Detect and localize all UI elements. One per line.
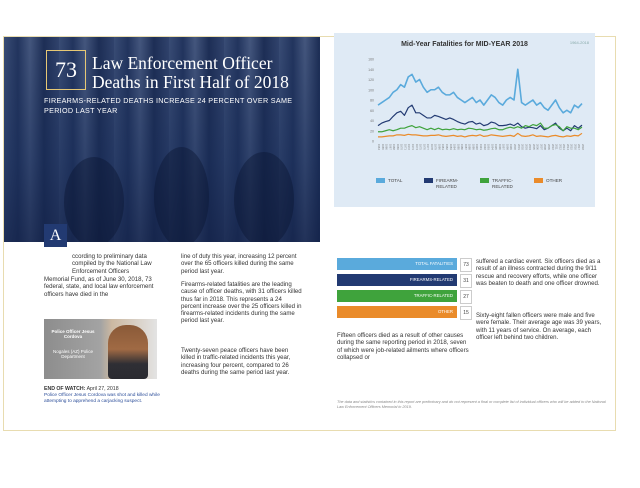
x-tick-label: 1972 xyxy=(407,144,411,150)
hero-figure xyxy=(64,157,124,242)
x-tick-label: 1967 xyxy=(388,144,392,150)
x-tick-label: 1979 xyxy=(433,144,437,150)
x-tick-label: 1970 xyxy=(399,144,403,150)
x-tick-label: 1969 xyxy=(395,144,399,150)
officer-agency: Nogales (AZ) Police Department xyxy=(52,349,93,359)
stat-value-firearms: 31 xyxy=(460,274,472,288)
x-tick-label: 2013 xyxy=(562,144,566,150)
series-line-total xyxy=(378,69,582,113)
x-tick-label: 1986 xyxy=(460,144,464,150)
stat-bar-firearms: FIREARMS-RELATED xyxy=(337,274,457,286)
legend-total: TOTAL xyxy=(376,178,402,184)
y-tick-label: 140 xyxy=(368,67,374,72)
stat-bar-other: OTHER xyxy=(337,306,457,318)
x-tick-label: 1981 xyxy=(441,144,445,150)
stat-value-traffic: 27 xyxy=(460,290,472,304)
chart-note: 1964-2018 xyxy=(569,40,589,45)
x-tick-label: 2011 xyxy=(554,144,558,150)
photo-caption: Police Officer Jesus Cordova was shot and killed while attempting to apprehend a carjacking suspect. xyxy=(44,393,160,404)
stat-value-other: 15 xyxy=(460,306,472,320)
column2-paragraph3: Twenty-seven peace officers have been killed in traffic-related incidents this year, increasing four percent, compared to 26 deaths during the same period last year. xyxy=(181,347,291,376)
x-tick-label: 2016 xyxy=(573,144,577,150)
x-tick-label: 2006 xyxy=(535,144,539,150)
x-tick-label: 1990 xyxy=(475,144,479,150)
end-of-watch: END OF WATCH: April 27, 2018 xyxy=(44,386,119,392)
y-tick-label: 160 xyxy=(368,57,374,62)
x-tick-label: 2010 xyxy=(550,144,554,150)
column4-paragraph2: Sixty-eight fallen officers were male and five were female. Their average age was 39 years, with 11 years of service. On average, each officer left behind two children. xyxy=(476,312,602,341)
x-tick-label: 1993 xyxy=(486,144,490,150)
x-tick-label: 2012 xyxy=(558,144,562,150)
chart-title: Mid-Year Fatalities for MID-YEAR 2018 xyxy=(401,41,528,48)
x-tick-label: 1978 xyxy=(429,144,433,150)
y-tick-label: 120 xyxy=(368,78,374,82)
y-tick-label: 100 xyxy=(368,88,374,93)
officer-name: Police Officer Jesus Cordova xyxy=(51,329,95,339)
x-tick-label: 2009 xyxy=(547,144,550,150)
officer-portrait xyxy=(108,325,148,379)
chart-panel xyxy=(334,33,595,207)
legend-firearm: FIREARM- RELATED xyxy=(424,178,469,190)
x-tick-label: 1987 xyxy=(463,144,467,150)
x-tick-label: 1992 xyxy=(482,144,486,150)
column2-paragraph2: Firearms-related fatalities are the leading cause of officer deaths, with 31 officers killed thus far in 2018. This represents a 24 percent increase over the 25 officers killed in firearms-related incidents during the same period last year. xyxy=(181,281,302,325)
x-tick-label: 2008 xyxy=(543,144,547,150)
officer-photo-card xyxy=(44,319,157,379)
y-tick-label: 80 xyxy=(370,98,374,103)
x-tick-label: 2017 xyxy=(577,144,581,150)
drop-cap: A xyxy=(44,224,67,247)
x-tick-label: 2003 xyxy=(524,144,528,150)
intro-paragraph: Memorial Fund, as of June 30, 2018, 73 federal, state, and local law enforcement officers have died in the xyxy=(44,276,154,298)
x-tick-label: 2007 xyxy=(539,144,543,150)
legend-other: OTHER xyxy=(534,178,562,184)
x-tick-label: 1964 xyxy=(377,144,380,150)
x-tick-label: 1977 xyxy=(426,144,430,150)
y-tick-label: 0 xyxy=(372,139,374,144)
x-tick-label: 2001 xyxy=(516,144,520,150)
column4-paragraph1: suffered a cardiac event. Six officers died as a result of an illness contracted during the 9/11 rescue and recovery efforts, while one officer was beaten to death and one officer drowned. xyxy=(476,258,601,287)
x-tick-label: 1965 xyxy=(380,144,384,150)
x-tick-label: 2018 xyxy=(581,144,584,150)
stat-bar-traffic: TRAFFIC-RELATED xyxy=(337,290,457,302)
y-tick-label: 20 xyxy=(370,129,374,134)
x-tick-label: 1974 xyxy=(414,144,418,150)
x-tick-label: 1997 xyxy=(501,144,505,150)
page-subtitle: FIREARMS-RELATED DEATHS INCREASE 24 PERCENT OVER SAME PERIOD LAST YEAR xyxy=(44,96,293,115)
x-tick-label: 1996 xyxy=(497,144,501,150)
x-tick-label: 1976 xyxy=(422,144,426,150)
hero-figure xyxy=(234,152,294,242)
x-tick-label: 1983 xyxy=(448,144,452,150)
x-tick-label: 1985 xyxy=(456,144,460,150)
x-tick-label: 2014 xyxy=(565,144,569,150)
headline-number: 73 xyxy=(46,50,86,90)
y-tick-label: 40 xyxy=(370,119,374,123)
x-tick-label: 1994 xyxy=(490,144,494,150)
x-tick-label: 1995 xyxy=(494,144,498,150)
x-tick-label: 1989 xyxy=(471,144,475,150)
series-line-traffic-related xyxy=(378,123,582,132)
x-tick-label: 1973 xyxy=(411,144,414,150)
legend-traffic: TRAFFIC- RELATED xyxy=(480,178,525,190)
x-tick-label: 1998 xyxy=(505,144,509,150)
hero-figure xyxy=(154,147,209,242)
x-tick-label: 1999 xyxy=(509,144,513,150)
x-tick-label: 1988 xyxy=(467,144,471,150)
x-tick-label: 2005 xyxy=(531,144,535,150)
x-tick-label: 1984 xyxy=(452,144,456,150)
column2-paragraph1: line of duty this year, increasing 12 percent over the 65 officers killed during the same period last year. xyxy=(181,253,297,275)
intro-lead: ccording to preliminary data compiled by the National Law Enforcement Officers xyxy=(72,253,152,275)
x-tick-label: 1966 xyxy=(384,144,388,150)
x-tick-label: 1968 xyxy=(392,144,396,150)
page-title: Law Enforcement Officer Deaths in First Half of 2018 xyxy=(92,53,289,92)
y-tick-label: 60 xyxy=(370,108,374,113)
x-tick-label: 2004 xyxy=(528,144,532,150)
x-tick-label: 1975 xyxy=(418,144,422,150)
x-tick-label: 1982 xyxy=(445,144,448,150)
stat-bar-total: TOTAL FATALITIES xyxy=(337,258,457,270)
stat-value-total: 73 xyxy=(460,258,472,272)
x-tick-label: 2015 xyxy=(569,144,573,150)
x-tick-label: 1980 xyxy=(437,144,441,150)
x-tick-label: 1971 xyxy=(403,144,407,150)
column3-paragraph: Fifteen officers died as a result of other causes during the same reporting period in 2018, seven of which were job-related ailments where officers collapsed or xyxy=(337,332,469,361)
x-tick-label: 1991 xyxy=(479,144,482,150)
x-tick-label: 2000 xyxy=(513,144,516,150)
x-tick-label: 2002 xyxy=(520,144,524,150)
series-line-other xyxy=(378,133,582,137)
footnote: The data and statistics contained in this report are preliminary and do not represent a final or complete list of individual officers who will be added to the National Law Enforcement Officers Memorial in 2019. xyxy=(337,400,606,409)
